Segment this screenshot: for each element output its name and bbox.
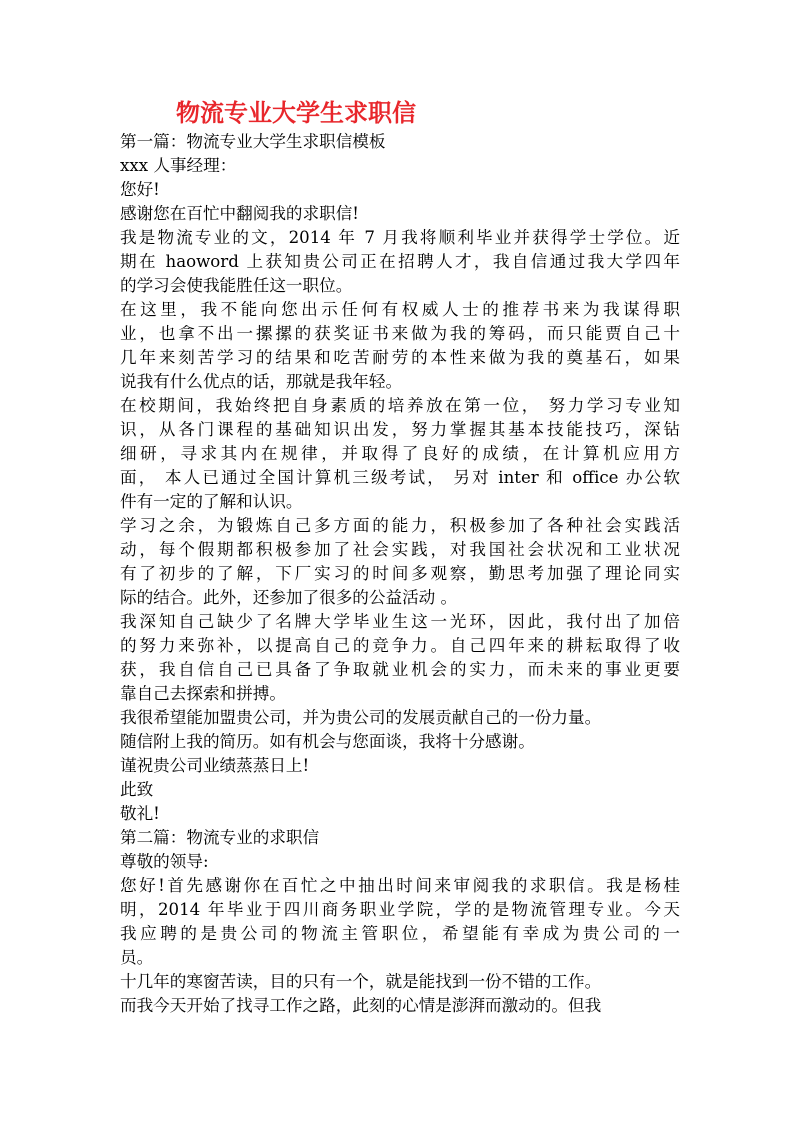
text-line: 我深知自己缺少了名牌大学毕业生这一光环，因此，我付出了加倍 xyxy=(120,612,680,631)
text-line: 有了初步的了解，下厂实习的时间多观察，勤思考加强了理论同实 xyxy=(120,564,680,583)
text-line: xxx 人事经理： xyxy=(120,156,237,175)
text-line: 的努力来弥补，以提高自己的竞争力。自己四年来的耕耘取得了收 xyxy=(120,636,680,655)
text-line: 员。 xyxy=(120,948,154,967)
paragraph xyxy=(120,994,680,1018)
paragraph xyxy=(120,826,680,850)
text-line: 在校期间，我始终把自身素质的培养放在第一位， 努力学习专业知 xyxy=(120,396,680,415)
paragraph xyxy=(120,514,680,610)
paragraph xyxy=(120,394,680,514)
text-line: 际的结合。此外，还参加了很多的公益活动 。 xyxy=(120,588,458,607)
text-line: 细研，寻求其内在规律，并取得了良好的成绩，在计算机应用方 xyxy=(120,444,680,463)
paragraph xyxy=(120,202,680,226)
text-line: 十几年的寒窗苦读，目的只有一个，就是能找到一份不错的工作。 xyxy=(120,972,602,991)
paragraph xyxy=(120,178,680,202)
document-title: 物流专业大学生求职信 xyxy=(176,98,416,127)
text-line: 业，也拿不出一摞摞的获奖证书来做为我的筹码，而只能贾自己十 xyxy=(120,324,680,343)
text-line: 明，2014 年毕业于四川商务职业学院，学的是物流管理专业。今天 xyxy=(120,900,680,919)
text-line: 我是物流专业的文，2014 年 7 月我将顺利毕业并获得学士学位。近 xyxy=(120,228,680,247)
text-line: 靠自己去探索和拼搏。 xyxy=(120,684,286,703)
paragraph xyxy=(120,850,680,874)
text-line: 此致 xyxy=(120,780,154,799)
text-line: 的学习会使我能胜任这一职位。 xyxy=(120,276,353,295)
text-line: 尊敬的领导: xyxy=(120,852,209,871)
text-line: 谨祝贵公司业绩蒸蒸日上! xyxy=(120,756,310,775)
text-line: 几年来刻苦学习的结果和吃苦耐劳的本性来做为我的奠基石，如果 xyxy=(120,348,680,367)
text-line: 随信附上我的简历。如有机会与您面谈，我将十分感谢。 xyxy=(120,732,535,751)
text-line: 第二篇：物流专业的求职信 xyxy=(120,828,320,847)
document-body xyxy=(120,130,680,1018)
paragraph xyxy=(120,802,680,826)
paragraph xyxy=(120,778,680,802)
text-line: 感谢您在百忙中翻阅我的求职信! xyxy=(120,204,359,223)
text-line: 期在 haoword 上获知贵公司正在招聘人才，我自信通过我大学四年 xyxy=(120,252,680,271)
paragraph xyxy=(120,874,680,970)
text-line: 获，我自信自己已具备了争取就业机会的实力，而未来的事业更要 xyxy=(120,660,680,679)
paragraph xyxy=(120,970,680,994)
text-line: 识，从各门课程的基础知识出发，努力掌握其基本技能技巧，深钻 xyxy=(120,420,680,439)
text-line: 第一篇：物流专业大学生求职信模板 xyxy=(120,132,386,151)
text-line: 件有一定的了解和认识。 xyxy=(120,492,303,511)
text-line: 我很希望能加盟贵公司，并为贵公司的发展贡献自己的一份力量。 xyxy=(120,708,602,727)
text-line: 说我有什么优点的话，那就是我年轻。 xyxy=(120,372,403,391)
paragraph xyxy=(120,730,680,754)
paragraph xyxy=(120,154,680,178)
text-line: 您好! xyxy=(120,180,160,199)
document-page xyxy=(120,96,680,1018)
text-line: 而我今天开始了找寻工作之路，此刻的心情是澎湃而激动的。但我 xyxy=(120,996,602,1015)
text-line: 我应聘的是贵公司的物流主管职位，希望能有幸成为贵公司的一 xyxy=(120,924,680,943)
paragraph xyxy=(120,754,680,778)
text-line: 学习之余，为锻炼自己多方面的能力，积极参加了各种社会实践活 xyxy=(120,516,680,535)
text-line: 动，每个假期都积极参加了社会实践，对我国社会状况和工业状况 xyxy=(120,540,680,559)
paragraph xyxy=(120,706,680,730)
paragraph xyxy=(120,130,680,154)
text-line: 您好!首先感谢你在百忙之中抽出时间来审阅我的求职信。我是杨桂 xyxy=(120,876,680,895)
text-line: 敬礼! xyxy=(120,804,160,823)
paragraph xyxy=(120,610,680,706)
paragraph xyxy=(120,226,680,298)
paragraph xyxy=(120,298,680,394)
text-line: 面， 本人已通过全国计算机三级考试， 另对 inter 和 office 办公软 xyxy=(120,468,680,487)
text-line: 在这里，我不能向您出示任何有权威人士的推荐书来为我谋得职 xyxy=(120,300,680,319)
